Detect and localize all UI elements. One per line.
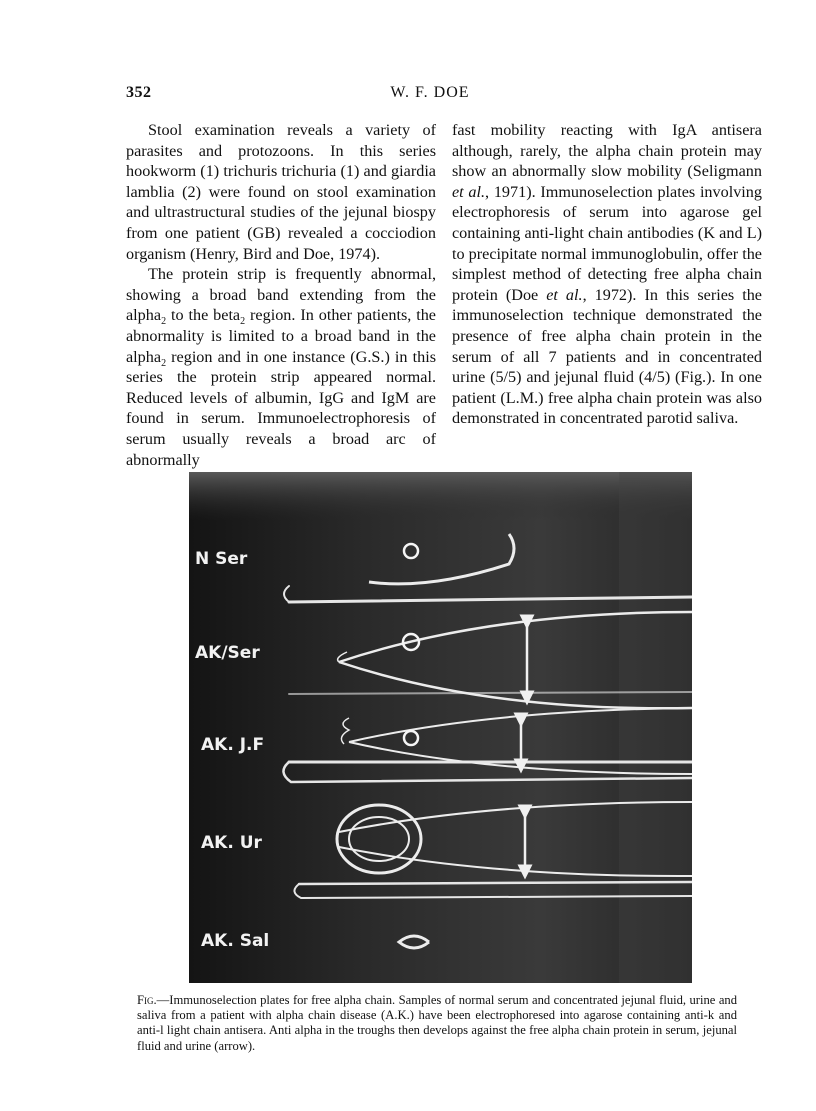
label-ak-ur: AK. Ur bbox=[201, 833, 262, 853]
text-span: to the beta bbox=[166, 306, 241, 325]
caption-text: —Immunoselection plates for free alpha chain. Samples of normal serum and concentrated jejunal fluid, urine and saliva from a patient with alpha chain disease (A.K.) have been electrophoresed into agarose containing anti-k and anti-l light chain antisera. Anti alpha in the troughs then develops against the free alpha chain protein in serum, jejunal fluid and urine (arrow). bbox=[137, 993, 737, 1053]
paragraph-protein-strip bbox=[126, 264, 436, 470]
label-ak-jf: AK. J.F bbox=[201, 735, 265, 755]
text-span: fast mobility reacting with IgA antisera although, rarely, the alpha chain protein may show an abnormally slow mobility (Seligmann bbox=[452, 121, 762, 181]
left-column bbox=[126, 120, 436, 470]
text-span: region. In other patients, the abnormality is limited to a broad band in the alpha bbox=[126, 306, 436, 366]
page-header bbox=[126, 84, 734, 106]
subscript: 2 bbox=[161, 357, 167, 369]
paragraph-stool: Stool examination reveals a variety of parasites and protozoons. In this series hookworm (1) trichuris trichuria (1) and giardia lamblia (2) were found on stool examination and ultrastructural studies of the jejunal biospy from one patient (GB) revealed a cocciodion organism (Henry, Bird and Doe, 1974). bbox=[126, 121, 436, 263]
subscript: 2 bbox=[240, 316, 246, 328]
text-span: , 1972). In this series the immunoselection technique demonstrated the presence of free alpha chain protein in the serum of all 7 patients and in concentrated urine (5/5) and jejunal fluid (4/5) (Fig.). In one patient (L.M.) free alpha chain protein was also demonstrated in concentrated parotid saliva. bbox=[452, 285, 762, 428]
label-ak-ser: AK/Ser bbox=[195, 643, 260, 663]
subscript: 2 bbox=[161, 316, 167, 328]
running-head: W. F. DOE bbox=[390, 84, 470, 101]
italic-citation: et al. bbox=[452, 182, 486, 201]
page-number: 352 bbox=[126, 84, 152, 101]
text-span: , 1971). Immunoselection plates involving electrophoresis of serum into agarose gel containing anti-light chain antibodies (K and L) to precipitate normal immunoglobulin, offer the simplest method of detecting free alpha chain protein (Doe bbox=[452, 182, 762, 304]
figure-caption bbox=[137, 993, 737, 1054]
label-n-ser: N Ser bbox=[195, 549, 248, 569]
label-ak-sal: AK. Sal bbox=[201, 931, 270, 951]
caption-label: Fig. bbox=[137, 993, 157, 1007]
italic-citation: et al. bbox=[546, 285, 583, 304]
text-span: region and in one instance (G.S.) in this series the protein strip appeared normal. Reduced levels of albumin, IgG and IgM are found in serum. Immunoelectrophoresis of serum usually reveals a broad arc of abnormally bbox=[126, 347, 436, 469]
paragraph-immunoselection bbox=[452, 120, 762, 429]
right-column bbox=[452, 120, 762, 429]
figure-photograph bbox=[189, 472, 692, 983]
text-span: The protein strip is frequently abnormal, showing a broad band extending from the alpha bbox=[126, 265, 436, 325]
